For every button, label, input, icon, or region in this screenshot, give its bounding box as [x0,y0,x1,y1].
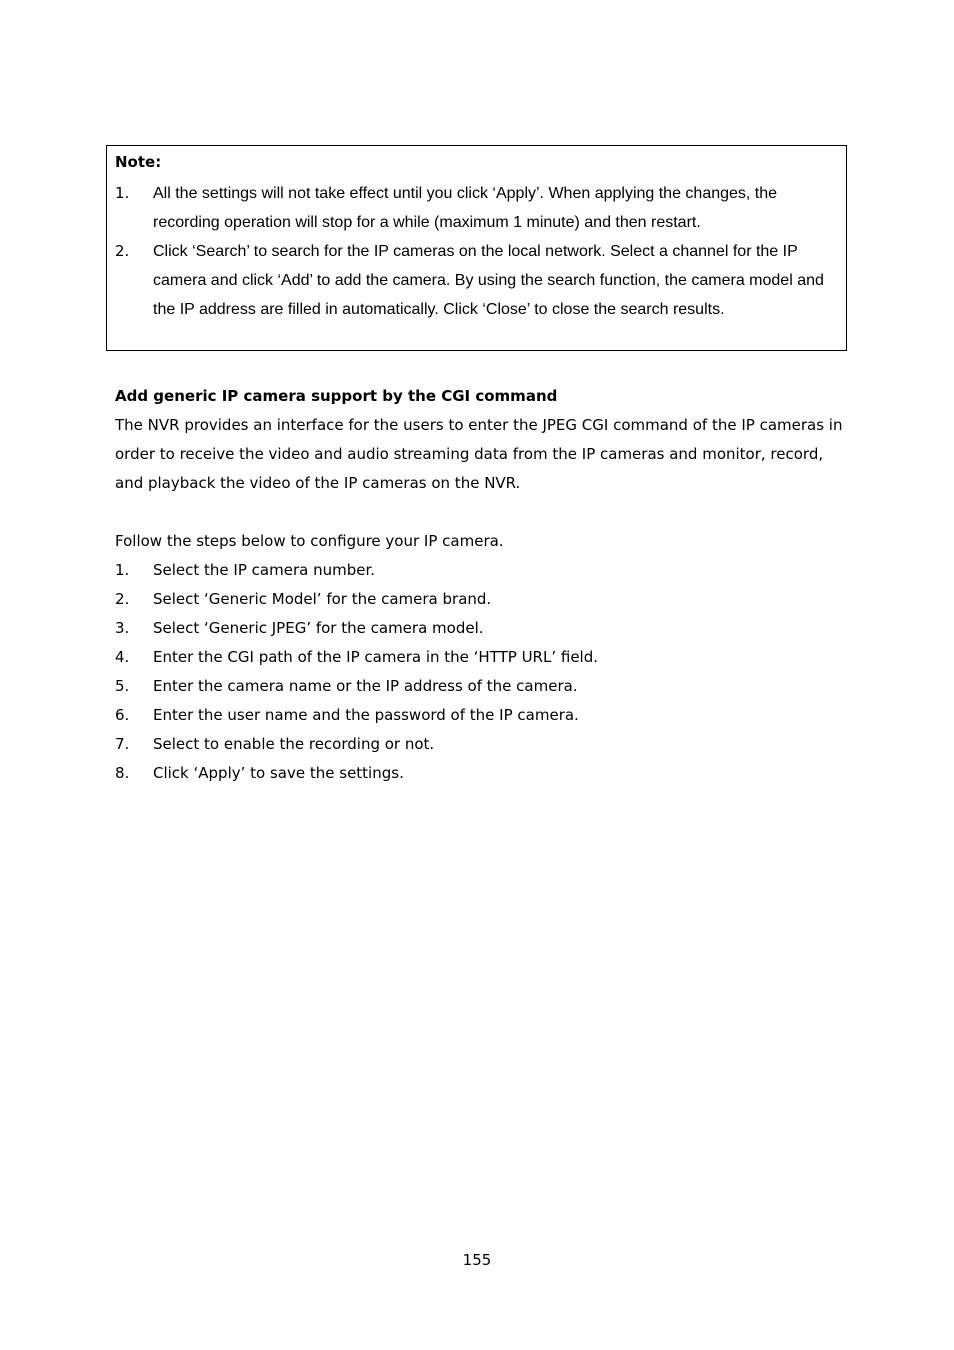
steps-lead-in: Follow the steps below to configure your IP camera. [115,532,504,550]
step-item [115,556,845,585]
step-number: 6. [115,706,130,724]
step-text: Select ‘Generic Model’ for the camera brand. [153,590,492,608]
step-text: Enter the CGI path of the IP camera in the ‘HTTP URL’ field. [153,648,599,666]
note-item-number: 2. [115,242,130,260]
step-number: 8. [115,764,130,782]
step-number: 1. [115,561,130,579]
step-text: Select the IP camera number. [153,561,376,579]
step-number: 2. [115,590,130,608]
section-heading: Add generic IP camera support by the CGI command [115,387,558,405]
step-item [115,759,845,788]
note-title: Note: [115,153,162,171]
note-item-number: 1. [115,184,130,202]
steps-list [115,556,845,788]
step-item [115,643,845,672]
step-text: Click ‘Apply’ to save the settings. [153,764,404,782]
step-number: 5. [115,677,130,695]
step-item [115,701,845,730]
step-text: Enter the camera name or the IP address of the camera. [153,677,578,695]
step-item [115,730,845,759]
step-number: 3. [115,619,130,637]
note-item [115,179,845,237]
note-list [115,179,845,324]
page-number: 155 [462,1251,492,1269]
step-text: Select ‘Generic JPEG’ for the camera model. [153,619,484,637]
step-item [115,614,845,643]
step-number: 7. [115,735,130,753]
step-text: Select to enable the recording or not. [153,735,435,753]
step-item [115,585,845,614]
note-item [115,237,845,324]
step-text: Enter the user name and the password of the IP camera. [153,706,579,724]
step-item [115,672,845,701]
note-item-text: All the settings will not take effect until you click ‘Apply’. When applying the changes, the recording operation will stop for a while (maximum 1 minute) and then restart. [153,185,778,231]
step-number: 4. [115,648,130,666]
intro-paragraph: The NVR provides an interface for the users to enter the JPEG CGI command of the IP cameras in order to receive the video and audio streaming data from the IP cameras and monitor, record, and playback the video of the IP cameras on the NVR. [115,416,843,492]
note-item-text: Click ‘Search’ to search for the IP cameras on the local network. Select a channel for the IP camera and click ‘Add’ to add the camera. By using the search function, the camera model and the IP address are filled in automatically. Click ‘Close’ to close the search results. [153,243,824,318]
